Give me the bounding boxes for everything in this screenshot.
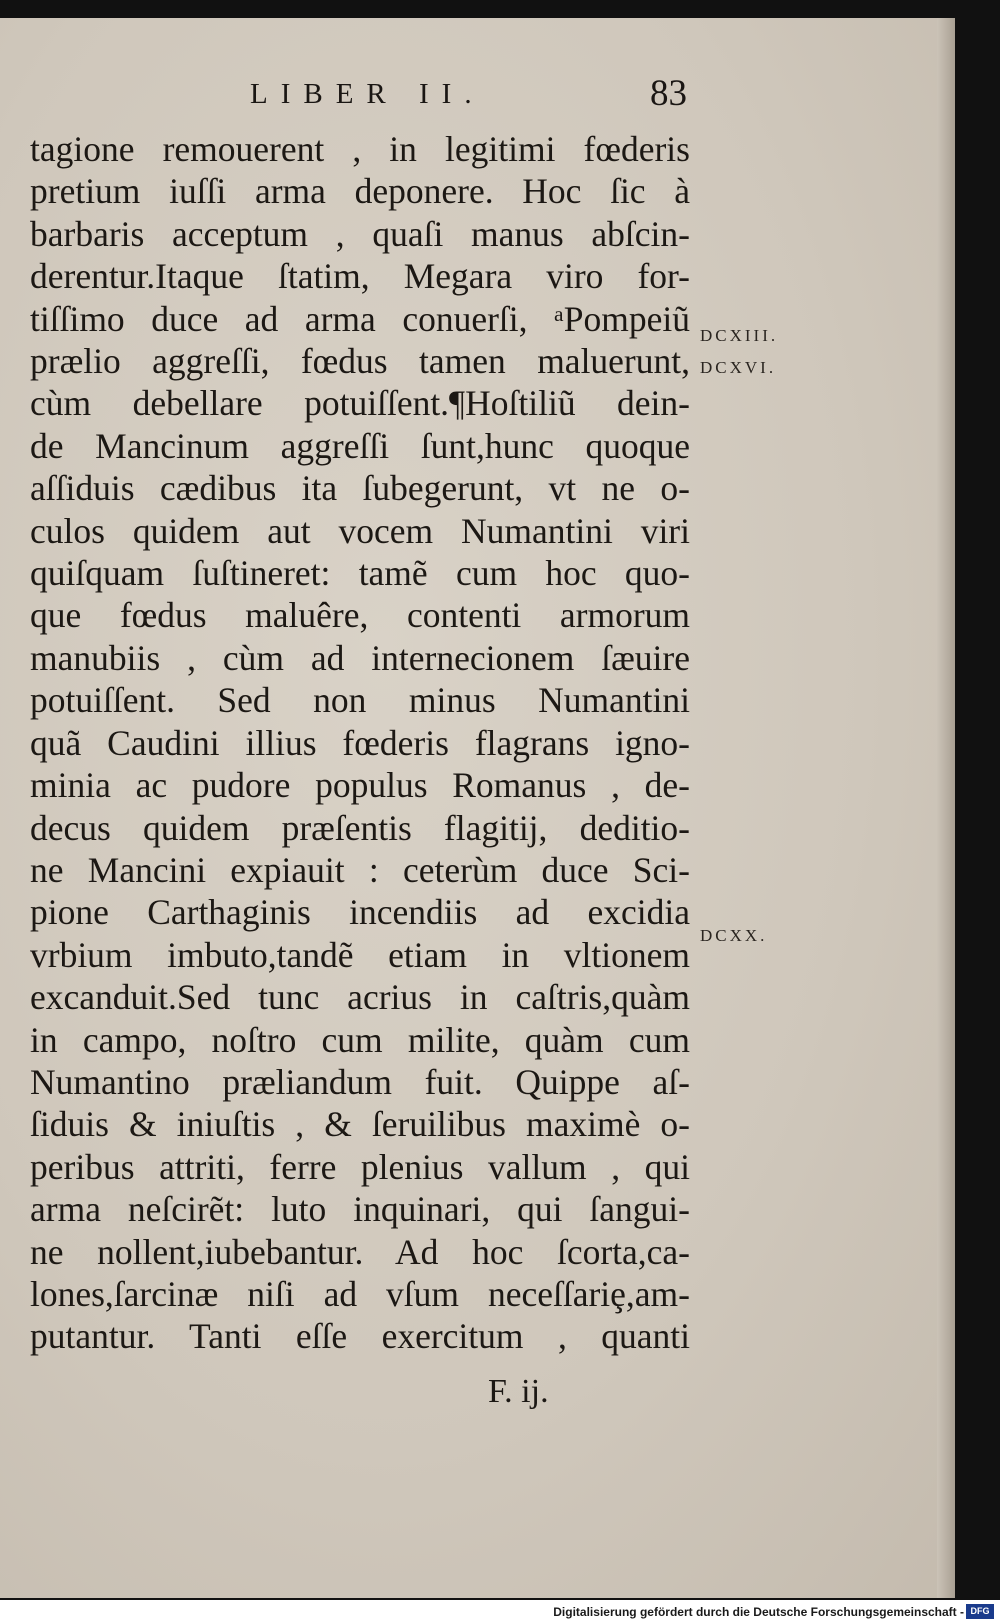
marginal-note: DCXVI. [700,358,777,377]
signature-mark: F. ij. [488,1373,549,1410]
text-line: potuiſſent. Sed non minus Numantini [30,680,690,721]
text-line: aſſiduis cædibus ita ſubegerunt, vt ne o- [30,468,690,509]
text-line: decus quidem præſentis flagitij, deditio- [30,807,690,848]
text-line: ne nollent,iubebantur. Ad hoc ſcorta,ca- [30,1231,690,1272]
text-line: ſiduis & iniuſtis , & ſeruilibus maximè o- [30,1104,690,1145]
text-line: barbaris acceptum , quaſi manus abſcin- [30,213,690,254]
marginal-note: DCXX. [700,926,768,945]
text-line: quiſquam ſuſtineret: tamẽ cum hoc quo- [30,553,690,594]
running-head: LIBER II. [250,78,485,110]
text-line: lones,ſarcinæ niſi ad vſum neceſſariȩ,am- [30,1273,690,1314]
book-page [0,18,955,1598]
text-line: minia ac pudore populus Romanus , de- [30,765,690,806]
text-line: Numantino præliandum fuit. Quippe aſ- [30,1061,690,1102]
page-number: 83 [650,73,687,114]
text-line: que fœdus maluêre, contenti armorum [30,595,690,636]
text-line: peribus attriti, ferre plenius vallum , qui [30,1146,690,1187]
text-line: prælio aggreſſi, fœdus tamen maluerunt, [30,341,690,382]
text-line: quã Caudini illius fœderis flagrans igno- [30,722,690,763]
page-header [0,72,955,122]
text-line: tagione remouerent , in legitimi fœderis [30,129,690,169]
text-line: putantur. Tanti eſſe exercitum , quanti [30,1316,690,1357]
text-line: excanduit.Sed tunc acrius in caſtris,quàm [30,977,690,1018]
footer-credit: Digitalisierung gefördert durch die Deutsche Forschungsgemeinschaft - [553,1605,964,1619]
text-line: manubiis , cùm ad internecionem ſæuire [30,637,690,678]
digitization-footer [0,1600,1000,1623]
text-line: pione Carthaginis incendiis ad excidia [30,892,690,933]
text-line: arma neſcirẽt: luto inquinari, qui ſangui- [30,1189,690,1230]
text-line: culos quidem aut vocem Numantini viri [30,510,690,551]
text-line: in campo, noſtro cum milite, quàm cum [30,1019,690,1060]
text-line: ne Mancini expiauit : ceterùm duce Sci- [30,849,690,890]
text-line: de Mancinum aggreſſi ſunt,hunc quoque [30,425,690,466]
marginal-note: DCXIII. [700,326,779,345]
text-line: vrbium imbuto,tandẽ etiam in vltionem [30,934,690,975]
body-text [30,128,690,1358]
text-line: cùm debellare potuiſſent.¶Hoſtiliũ dein- [30,383,690,424]
text-line: derentur.Itaque ſtatim, Megara viro for- [30,256,690,297]
text-line: pretium iuſſi arma deponere. Hoc ſic à [30,171,690,212]
dfg-logo: DFG [966,1604,994,1619]
page-edge [937,18,955,1598]
text-line: tiſſimo duce ad arma conuerſi, ᵃPompeiũ [30,298,690,339]
